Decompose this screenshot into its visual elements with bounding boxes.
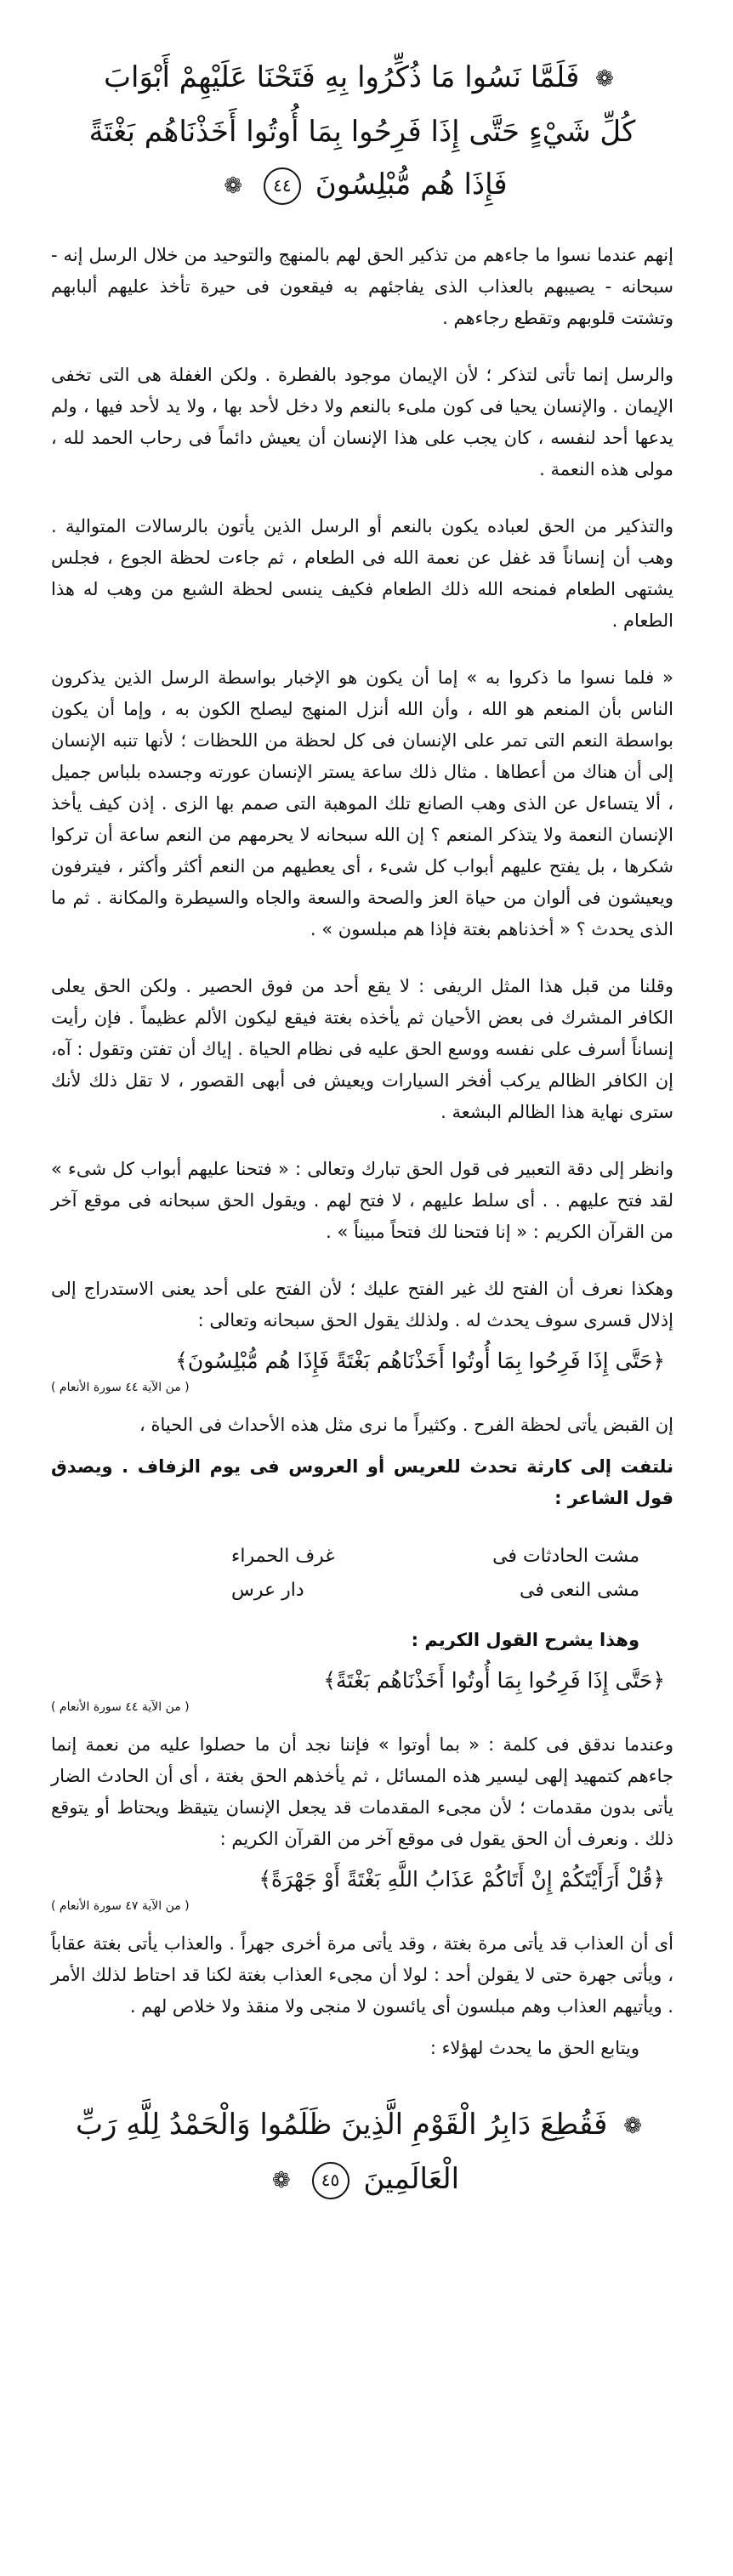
paragraph-poet-intro: نلتفت إلى كارثة تحدث للعريس أو العروس فى يوم الزفاف . ويصدق قول الشاعر : bbox=[51, 1456, 673, 1508]
header-verse-line3: فَإِذَا هُم مُّبْلِسُونَ bbox=[315, 167, 508, 201]
poem-line2-b: دار عرس bbox=[231, 1580, 304, 1601]
ornament-icon: ❁ bbox=[595, 66, 614, 92]
header-verse bbox=[60, 51, 665, 213]
verse-reference-1: ( من الآية ٤٤ سورة الأنعام ) bbox=[51, 1381, 190, 1394]
paragraph-4: « فلما نسوا ما ذكروا به » إما أن يكون هو الإخبار بواسطة الرسل الذين يذكرون الناس بأن المنعم هو الله ، وأن الله أنزل المنهج ليصلح الكون به ، وإما أن يكون بواسطة النعم التى تمر على الإنسان فى كل لحظة من اللحظات ؛ لأنها تنبه الإنسان إلى أن هناك من أعطاها . مثال ذلك ساعة يستر الإنسان عورته وجسده بلباس جميل ، ألا يتساءل عن الذى وهب الصانع تلك الموهبة التى صمم بها الزى . إذن كيف يأخذ الإنسان النعمة ولا يتذكر المنعم ؟ إن الله سبحانه لا يحرمهم من النعم ساعة أن تركوا شكرها ، بل يفتح عليهم أبواب كل شىء ، أى يعطيهم من النعم أكثر وأكثر ، فيترفون ويعيشون فى ألوان من حياة العز والصحة والسعة والجاه والسيطرة والمكانة . ثم ما الذى يحدث ؟ « أخذناهم بغتة فإذا هم مبلسون » . bbox=[51, 667, 673, 939]
header-verse-line1: فَلَمَّا نَسُوا مَا ذُكِّرُوا بِهِ فَتَحْنَا عَلَيْهِمْ أَبْوَابَ bbox=[104, 60, 580, 94]
paragraph-after-verse-2: وعندما ندقق فى كلمة : « بما أوتوا » فإننا نجد أن ما حصلوا عليه من نعمة إنما جاءهم كتمهيد إلهى ليسير هذه المسائل ، ثم يأخذهم الحق بغتة ، أى أن الحادث الضار يأتى بدون مقدمات ؛ لأن مجىء المقدمات قد يجعل الإنسان يتيقظ ويحتاط أو يتوقع ذلك . ونعرف أن الحق يقول فى موقع آخر من القرآن الكريم : bbox=[51, 1734, 673, 1849]
footer-verse-line1: فَقُطِعَ دَابِرُ الْقَوْمِ الَّذِينَ ظَلَمُوا وَالْحَمْدُ لِلَّهِ رَبِّ bbox=[75, 2108, 608, 2142]
footer-verse-line2: الْعَالَمِينَ bbox=[363, 2162, 460, 2196]
paragraph-1: إنهم عندما نسوا ما جاءهم من تذكير الحق لهم بالمنهج والتوحيد من خلال الرسل إنه - سبحانه - يصيبهم بالعذاب الذى يفاجئهم به فيقعون فى حيرة تأخذ عليهم ألبابهم وتشتت قلوبهم وتقطع رجاءهم . bbox=[51, 245, 673, 328]
paragraph-5: وقلنا من قبل هذا المثل الريفى : لا يقع أحد من فوق الحصير . ولكن الحق يعلى الكافر المشرك فى بعض الأحيان ثم يأخذه بغتة فيقع ليكون الألم عظيماً . فإن رأيت إنساناً أسرف على نفسه ووسع الحق عليه فى نظام الحياة . إياك أن تفتن وتقول : آه، إن الكافر الظالم يركب أفخر السيارات ويعيش فى أبهى القصور ، لا تقل ذلك لأنك سترى نهاية هذا الظالم البشعة . bbox=[51, 976, 673, 1122]
paragraph-6: وانظر إلى دقة التعبير فى قول الحق تبارك وتعالى : « فتحنا عليهم أبواب كل شىء » لقد فتح عليهم . . أى سلط عليهم ، لا فتح لهم . ويقول الحق سبحانه فى موقع آخر من القرآن الكريم : « إنا فتحنا لك فتحاً مبيناً » . bbox=[51, 1159, 673, 1242]
ornament-icon: ❁ bbox=[623, 2114, 643, 2139]
verse-number-badge: ٤٤ bbox=[264, 167, 301, 205]
verse-reference-3: ( من الآية ٤٧ سورة الأنعام ) bbox=[51, 1899, 190, 1913]
paragraph-after-verse-3: أى أن العذاب قد يأتى مرة بغتة ، وقد يأتى مرة أخرى جهراً . والعذاب يأتى بغتة عقاباً ، ويأتى جهرة حتى لا يقولن أحد : لولا أن مجىء العذاب بغتة لكنا قد احتاط لذلك الأمر . ويأتيهم العذاب وهم مبلسون أى يائسون لا منجى ولا منقذ ولا خلاص لهم . bbox=[51, 1933, 673, 2017]
header-verse-line2: كُلِّ شَيْءٍ حَتَّى إِذَا فَرِحُوا بِمَا أُوتُوا أَخَذْنَاهُم بَغْتَةً bbox=[88, 115, 636, 149]
paragraph-3: والتذكير من الحق لعباده يكون بالنعم أو الرسل الذين يأتون بالرسالات المتوالية . وهب أن إنساناً قد غفل عن نعمة الله فى الطعام ، ثم جاءت لحظة الجوع ، فجلس يشتهى الطعام فمنحه الله ذلك الطعام فكيف ينسى لحظة الشبع من وهب له هذا الطعام . bbox=[51, 516, 673, 631]
ornament-icon: ❁ bbox=[224, 173, 243, 199]
poem bbox=[51, 1540, 673, 1608]
poem-line1-b: غرف الحمراء bbox=[231, 1546, 335, 1567]
poem-line1-a: مشت الحادثات فى bbox=[492, 1546, 639, 1567]
closing-line: ويتابع الحق ما يحدث لهؤلاء : bbox=[429, 2038, 639, 2058]
poem-line2-a: مشى النعى فى bbox=[520, 1580, 639, 1601]
paragraph-7: وهكذا نعرف أن الفتح لك غير الفتح عليك ؛ لأن الفتح على أحد يعنى الاستدراج إلى إذلال قسرى سوف يحدث له . ولذلك يقول الحق سبحانه وتعالى : bbox=[51, 1279, 673, 1331]
quran-verse-2: ﴿حَتَّى إِذَا فَرِحُوا بِمَا أُوتُوا أَخَذْنَاهُم بَغْتَةً﴾ bbox=[323, 1668, 665, 1693]
quran-verse-1: ﴿حَتَّى إِذَا فَرِحُوا بِمَا أُوتُوا أَخَذْنَاهُم بَغْتَةً فَإِذَا هُم مُّبْلِسُونَ﴾ bbox=[175, 1348, 665, 1373]
verse-number-badge: ٤٥ bbox=[312, 2162, 349, 2199]
paragraph-after-verse-1: إن القبض يأتى لحظة الفرح . وكثيراً ما نرى مثل هذه الأحداث فى الحياة ، bbox=[139, 1415, 673, 1435]
ornament-icon: ❁ bbox=[271, 2168, 291, 2193]
verse-reference-2: ( من الآية ٤٤ سورة الأنعام ) bbox=[51, 1700, 190, 1714]
poem-after: وهذا يشرح القول الكريم : bbox=[411, 1630, 639, 1650]
footer-verse bbox=[60, 2098, 665, 2207]
quran-verse-3: ﴿قُلْ أَرَأَيْتَكُمْ إِنْ أَتَاكُمْ عَذَابُ اللَّهِ بَغْتَةً أَوْ جَهْرَةً﴾ bbox=[259, 1867, 665, 1892]
paragraph-2: والرسل إنما تأتى لتذكر ؛ لأن الإيمان موجود بالفطرة . ولكن الغفلة هى التى تخفى الإيمان . والإنسان يحيا فى كون ملىء بالنعم ولا دخل لأحد بها ، ولا يد لأحد فيها ، ولم يدعها أحد لنفسه ، كان يجب على هذا الإنسان أن يعيش دائماً فى رحاب الحمد لله ، مولى هذه النعمة . bbox=[51, 365, 673, 479]
